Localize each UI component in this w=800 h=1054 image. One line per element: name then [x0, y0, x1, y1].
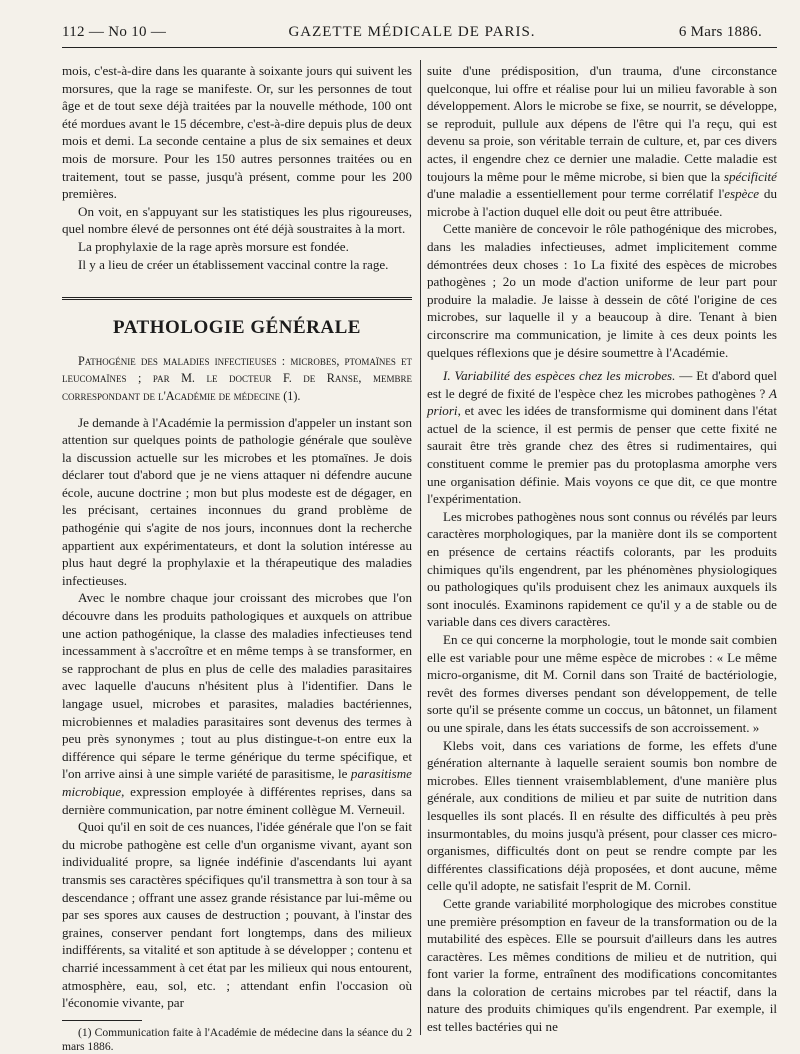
text-run: — Et d'abord quel est le degré de fixité de l'espèce chez les microbes pathogènes ? [427, 368, 777, 401]
paragraph: On voit, en s'appuyant sur les statistiques les plus rigoureuses, quel nombre élevé de personnes ont été déjà soustraites à la mort. [62, 203, 412, 237]
paragraph [62, 589, 412, 818]
paragraph: Cette manière de concevoir le rôle pathogénique des microbes, dans les maladies infectieuses, admet implicitement comme démontrées deux choses : 1o La fixité des espèces de microbes pathogènes ; 2o un mode d'action uniforme de leur part pour produire la maladie. Je laisse à dessein de côté l'origine de ces microbes, sur laquelle il y a beaucoup à dire. Tenant à bien circonscrire ma communication, je limite à ces deux points les quelques réflexions que je désire soumettre à l'Académie. [427, 221, 777, 360]
page-number: 112 — No 10 — [62, 24, 167, 40]
text-run: , et avec les idées de transformisme qui dominent dans l'état actuel de la science, il est permis de penser que cette fixité ne saurait être très grande chez des êtres si rudimentaires, qui constituent comme le premier pas du protoplasma amorphe vers une organisation définie. Mais voyons ce que dit, ce que montre l'expérimentation. [427, 403, 777, 507]
section-title: PATHOLOGIE GÉNÉRALE [113, 317, 361, 339]
text-run: , expression employée à différentes reprises, dans sa dernière communication, par notre éminent collègue M. Verneuil. [62, 783, 412, 817]
paragraph: En ce qui concerne la morphologie, tout le monde sait combien elle est variable pour une même espèce de microbes : « Le même micro-organisme, dit M. Cornil dans son Traité de bactériologie, revêt des formes diverses pendant son développement, de telle sorte qu'il se présente comme un coccus, un bâtonnet, un filament ou une spirale, dans les états successifs de son accroissement. » [427, 632, 777, 735]
issue-date: 6 Mars 1886. [678, 24, 762, 40]
footnote-rule [62, 1020, 142, 1021]
paragraph: Les microbes pathogènes nous sont connus ou révélés par leurs caractères morphologiques, par la manière dont ils se comportent en présence de certains réactifs colorants, par les produits chimiques qu'ils engendrent, par les phénomènes physiologiques ou pathologiques qu'ils produisent chez les animaux auxquels ils sont inoculés. Examinons rapidement ce qu'il y a de stable ou de variable dans ces divers caractères. [427, 508, 777, 630]
italic-run: spécificité [723, 168, 777, 184]
text-run: suite d'une prédisposition, d'un trauma, d'une circonstance quelconque, lui offre et réalise pour lui un milieu favorable à son développement. Alors le microbe se fixe, se nourrit, se développe, se reproduit, pullule aux dépens de l'être qui l'a reçu, qui est devenu sa proie, son véritable terrain de culture, et, par ces divers actes, il engendre chez ce dernier une maladie. Cette maladie est toujours la même pour le même microbe, si bien que la [427, 63, 777, 184]
paragraph: Quoi qu'il en soit de ces nuances, l'idée générale que l'on se fait du microbe pathogène est celle d'un organisme vivant, ayant son individualité propre, sa lignée indéfinie d'ascendants lui ayant transmis ses caractères spécifiques qu'il transmettra à son tour à sa descendance ; offrant une assez grande résistance par lui-même ou par ses spores aux causes de destruction ; pouvant, à l'instar des graines, conserver pendant fort longtemps, dans des milieux indifférents, sa vitalité et son aptitude à se développer ; contenu et charrié incessamment à cet état par les milieux qui nous entourent, atmosphère, eau, sol, etc. ; attendant enfin l'occasion où l'économie vivante, par [62, 819, 412, 1011]
italic-run: parasitisme microbique [62, 766, 412, 799]
paragraph [427, 367, 777, 508]
page-header [62, 20, 762, 46]
right-column [427, 62, 777, 1036]
paragraph: mois, c'est-à-dire dans les quarante à soixante jours qui suivent les morsures, que la rage se manifeste. Or, sur les personnes de tout âge et de tout sexe déjà traitées par la nouvelle méthode, 100 ont été mordues avant le 15 décembre, c'est-à-dire depuis plus de deux mois et demi. La seconde centaine a plus de six semaines et deux mois de morsure. Pour les 150 autres personnes traitées ou en traitement, tout se passe, jusqu'à présent, comme pour les 200 premières. [62, 63, 412, 202]
article-heading: Pathogénie des maladies infectieuses : microbes, ptomaïnes et leucomaïnes ; par M. le docteur F. de Ranse, membre correspondant de l'Académie de médecine (1). [62, 353, 412, 403]
column-separator [420, 60, 421, 1035]
header-rule [62, 47, 777, 48]
left-column [62, 62, 412, 1054]
text-run: du microbe à l'action duquel elle doit ou peut être attribuée. [427, 186, 777, 219]
paragraph: Je demande à l'Académie la permission d'appeler un instant son attention sur quelques points de pathologie générale que soulève la discussion actuelle sur les microbes et les ptomaïnes. Je dois déclarer tout d'abord que je ne viens attaquer ni défendre aucune école, aucune doctrine ; mon but plus modeste est de dégager, en les précisant, certaines inconnues du grand problème de pathogénie qui s'agite de nos jours, inconnues dont la recherche appartient aux expérimentateurs, et dont la solution intéresse au plus haut degré la prophylaxie et la thérapeutique des maladies infectieuses. [62, 414, 412, 588]
text-run: Avec le nombre chaque jour croissant des microbes que l'on découvre dans les produits pathologiques et auxquels on attribue une action pathogénique, la classe des maladies infectieuses tend incessamment à s'accroître et en même temps à se transformer, en se rapprochant de plus en plus de celle des maladies parasitaires avec laquelle d'aucuns n'hésitent plus à l'identifier. Dans le langage usuel, microbes et parasites, maladies bactériennes, microbiennes et maladies parasitaires sont devenus des termes à peu près synonymes ; tout au plus distingue-t-on entre eux la différence qui sépare le terme générique du terme spécifique, et l'on arrive ainsi à une simple variété de parasitisme, le [62, 590, 412, 782]
paragraph [427, 62, 777, 220]
paragraph: Il y a lieu de créer un établissement vaccinal contre la rage. [78, 256, 389, 272]
journal-title: GAZETTE MÉDICALE DE PARIS. [288, 24, 536, 40]
paragraph: Cette grande variabilité morphologique des microbes constitue une première présomption en faveur de la transformation ou de la mutabilité des espèces. Elle se poursuit d'ailleurs dans les autres caractères. Les mêmes conditions de milieu et de nutrition, qui font varier la forme, entraînent des modifications concomitantes dans la coloration de certains microbes par tel réactif, dans la nature des produits chimiques qu'ils engendrent. Par exemple, il est telles bactéries qui ne [427, 895, 777, 1035]
section-divider [62, 297, 412, 303]
text-run: d'une maladie a essentiellement pour terme corrélatif l' [427, 186, 725, 202]
italic-run: espèce [724, 186, 760, 202]
paragraph: Klebs voit, dans ces variations de forme, les effets d'une génération alternante à laquelle seraient soumis bon nombre de microbes. Elles tiennent vraisemblablement, d'une manière plus générale, aux conditions de milieu et par suite de nutrition dans lesquelles ils sont placés. Il en résulte des difficultés à peu près insurmontables, du moins jusqu'à présent, pour classer ces micro-organismes, difficultés dont on peut se rendre compte par les différentes classifications déjà proposées, et dont aucune, même celle qu'il adopte, ne satisfait l'esprit de M. Cornil. [427, 737, 777, 894]
italic-run: A priori [427, 385, 777, 419]
paragraph: La prophylaxie de la rage après morsure est fondée. [78, 238, 349, 254]
subsection-heading: I. Variabilité des espèces chez les microbes. [443, 368, 676, 384]
footnote: (1) Communication faite à l'Académie de médecine dans la séance du 2 mars 1886. [62, 1025, 412, 1053]
